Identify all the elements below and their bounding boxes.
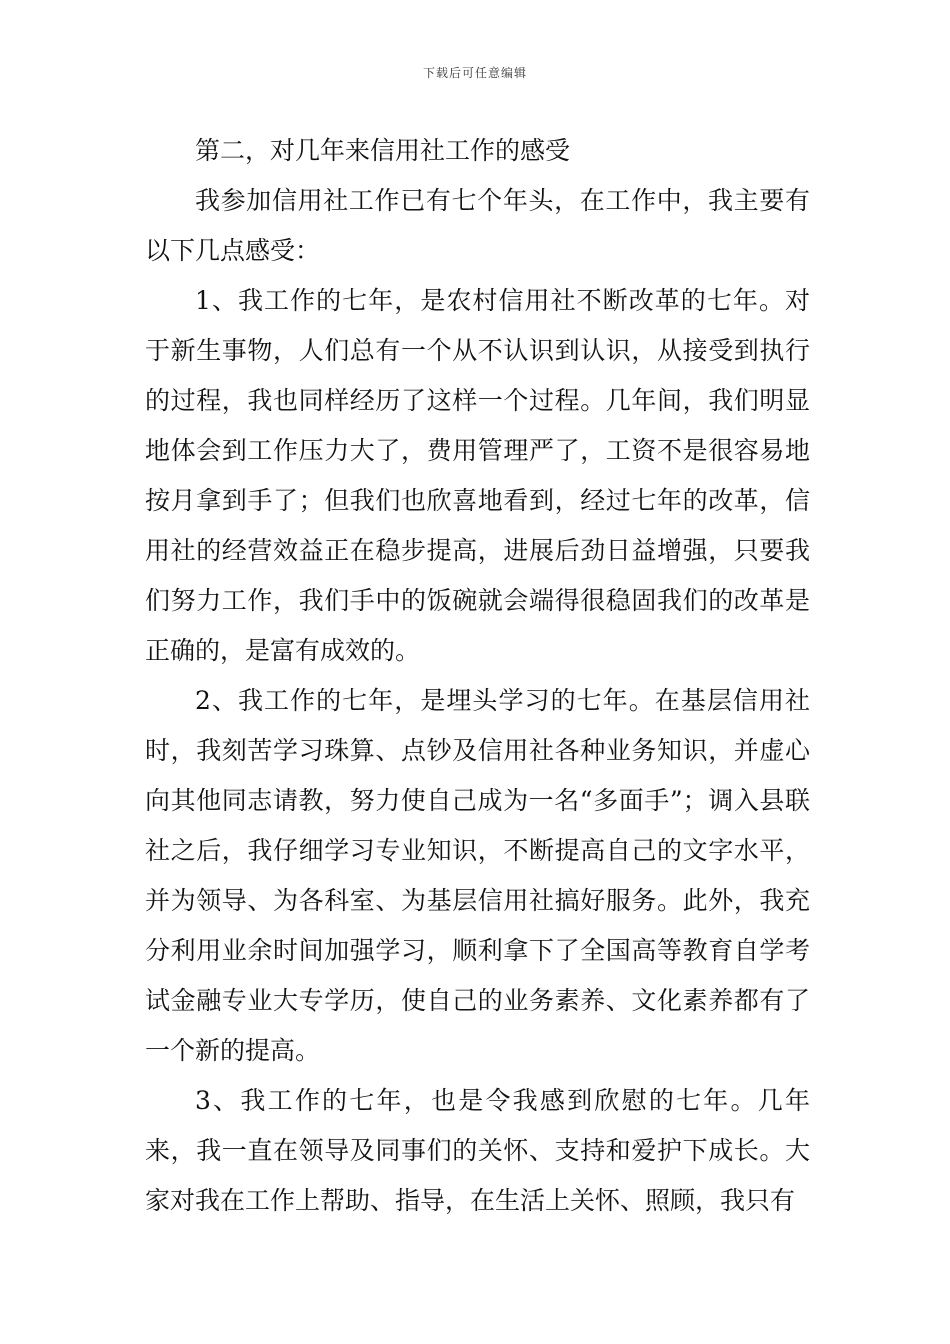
paragraph-point-3: 3、我工作的七年，也是令我感到欣慰的七年。几年来，我一直在领导及同事们的关怀、支持和爱护下成长。大家对我在工作上帮助、指导，在生活上关怀、照顾，我只有: [145, 1086, 810, 1215]
paragraph-point-1: 1、我工作的七年，是农村信用社不断改革的七年。对于新生事物，人们总有一个从不认识到认识，从接受到执行的过程，我也同样经历了这样一个过程。几年间，我们明显地体会到工作压力大了，费用管理严了，工资不是很容易地按月拿到手了；但我们也欣喜地看到，经过七年的改革，信用社的经营效益正在稳步提高，进展后劲日益增强，只要我们努力工作，我们手中的饭碗就会端得很稳固我们的改革是正确的，是富有成效的。: [145, 286, 810, 665]
document-body: [145, 126, 810, 1226]
paragraph-intro: 我参加信用社工作已有七个年头，在工作中，我主要有以下几点感受：: [145, 186, 810, 265]
page-header: 下载后可任意编辑: [422, 66, 527, 80]
paragraph-point-2: 2、我工作的七年，是埋头学习的七年。在基层信用社时，我刻苦学习珠算、点钞及信用社各种业务知识，并虚心向其他同志请教，努力使自己成为一名“多面手”；调入县联社之后，我仔细学习专业知识，不断提高自己的文字水平，并为领导、为各科室、为基层信用社搞好服务。此外，我充分利用业余时间加强学习，顺利拿下了全国高等教育自学考试金融专业大专学历，使自己的业务素养、文化素养都有了一个新的提高。: [145, 686, 810, 1065]
section-heading: 第二，对几年来信用社工作的感受: [195, 136, 571, 165]
